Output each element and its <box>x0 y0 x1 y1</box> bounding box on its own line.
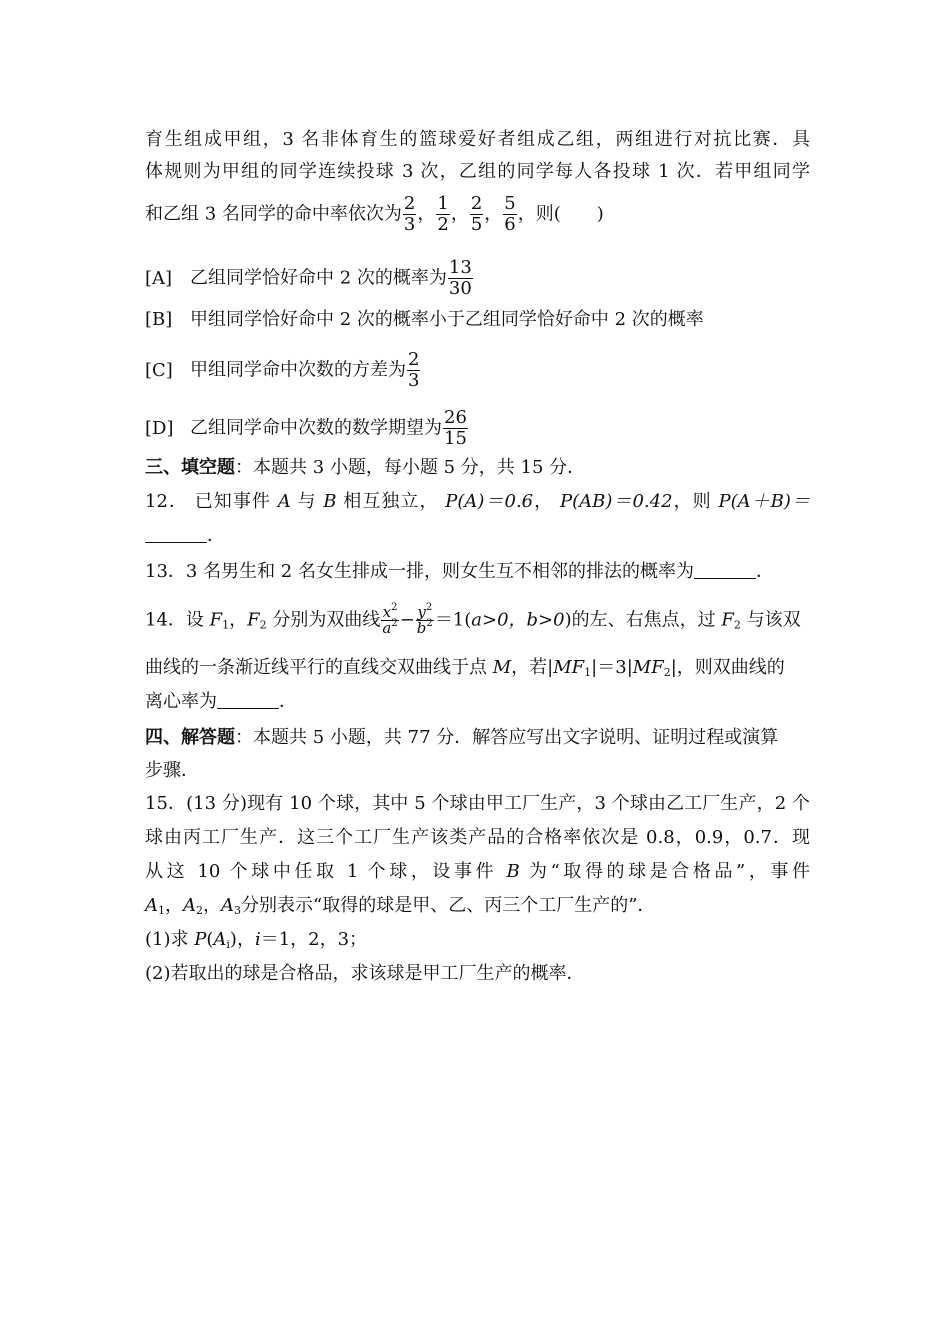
q15-line-3: 从这 10 个球中任取 1 个球，设事件 B 为“取得的球是合格品”，事件 <box>145 861 810 882</box>
q15-line-2: 球由丙工厂生产．这三个工厂生产该类产品的合格率依次是 0.8，0.9，0.7．现 <box>145 827 810 848</box>
fraction-13-30: $\frac{13}{30}$ <box>448 257 472 299</box>
option-d: [D] 乙组同学命中次数的数学期望为 $\frac{26}{15}$ <box>145 407 467 449</box>
fraction-26-15: $\frac{26}{15}$ <box>444 407 467 449</box>
answer-blank-14 <box>217 690 279 709</box>
q14-line-2: 曲线的一条渐近线平行的直线交双曲线于点 M，若$|MF_1|=3|MF_2|$，则双曲线的 <box>145 657 785 679</box>
fraction-1-2: $\frac{1}{2}$ <box>437 193 449 235</box>
q13-line: 13．3 名男生和 2 名女生排成一排，则女生互不相邻的排法的概率为 ． <box>145 561 774 582</box>
fraction-5-6: $\frac{5}{6}$ <box>504 193 516 235</box>
section-4-heading: 四、解答题：本题共 5 小题，共 77 分．解答应写出文字说明、证明过程或演算 <box>145 727 779 748</box>
fraction-x2-a2: $\frac{x^2}{a^2}$ <box>382 602 398 637</box>
q15-line-1: 15．(13 分)现有 10 个球，其中 5 个球由甲工厂生产，3 个球由乙工厂生产，2 个 <box>145 793 810 814</box>
option-b: [B] 甲组同学恰好命中 2 次的概率小于乙组同学恰好命中 2 次的概率 <box>145 309 704 330</box>
q14-line-3: 离心率为 ． <box>145 691 297 712</box>
q11-line-2: 体规则为甲组的同学连续投球 3 次，乙组的同学每人各投球 1 次．若甲组同学 <box>145 161 810 182</box>
fraction-y2-b2: $\frac{y^2}{b^2}$ <box>416 602 433 637</box>
section-3-heading: 三、填空题：本题共 3 小题，每小题 5 分，共 15 分． <box>145 457 586 478</box>
q15-sub-1: (1)求 $P(A_i)$，i＝1，2，3； <box>145 929 368 951</box>
q12-line-2: ． <box>145 524 810 548</box>
option-c: [C] 甲组同学命中次数的方差为 $\frac{2}{3}$ <box>145 349 420 391</box>
q12-line-1: 12． 已知事件 A 与 B 相互独立， P(A)＝0.6， P(AB)＝0.42，则 P(A＋B)＝ <box>145 491 810 512</box>
answer-blank-13 <box>694 560 756 579</box>
q11-line-1: 育生组成甲组，3 名非体育生的篮球爱好者组成乙组，两组进行对抗比赛．具 <box>145 129 810 150</box>
q15-line-4: $A_1$，$A_2$，$A_3$分别表示“取得的球是甲、乙、丙三个工厂生产的”． <box>145 895 656 917</box>
answer-blank-12 <box>145 524 207 543</box>
option-a: [A] 乙组同学恰好命中 2 次的概率为 $\frac{13}{30}$ <box>145 257 472 299</box>
fraction-2-5: $\frac{2}{5}$ <box>470 193 483 235</box>
q15-sub-2: (2)若取出的球是合格品，求该球是甲工厂生产的概率． <box>145 963 585 984</box>
q11-line-3: 和乙组 3 名同学的命中率依次为 $\frac{2}{3}$ ， $\frac{1}{2}$ ， $\frac{2}{5}$ ， $\frac{5}{6}$ ，则( ) <box>145 193 604 235</box>
fraction-2-3: $\frac{2}{3}$ <box>403 193 416 235</box>
fraction-2-3-variance: $\frac{2}{3}$ <box>408 349 420 391</box>
section-4-line-2: 步骤． <box>145 760 199 781</box>
q14-line-1: 14．设 $F_1$，$F_2$ 分别为双曲线 $\frac{x^2}{a^2}$ − $\frac{y^2}{b^2}$ ＝1(a>0，b>0)的左、右焦点，过 $F_2$ 与该双 <box>145 602 801 637</box>
